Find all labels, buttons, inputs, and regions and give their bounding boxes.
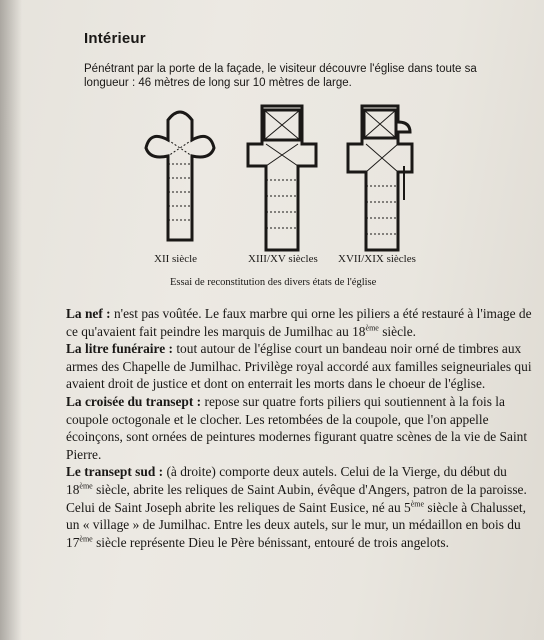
paragraph-text: repose sur quatre forts piliers qui soutiennent à la fois la coupole octogonale et le clocher. Les retombées de la coupole, que l'on appelle écoinçons, sont ornées de peintures modernes figurant quatre scènes de la vie de Saint Pierre. <box>66 393 528 462</box>
paragraph-text: siècle. <box>378 323 417 339</box>
paragraph-croisee <box>66 393 536 463</box>
section-heading: Intérieur <box>84 30 146 47</box>
paragraph-text: siècle, abrite les reliques de Saint Aubin, évêque d'Angers, patron de la paroisse. Celui de Saint Joseph abrite les reliques de Saint Eusice, né au 5 <box>66 481 527 515</box>
paragraph-transept <box>66 463 536 551</box>
paragraph-label: La nef : <box>66 306 111 321</box>
paragraph-litre <box>66 340 536 393</box>
superscript: ème <box>79 534 93 544</box>
paragraph-label: La croisée du transept : <box>66 393 202 409</box>
paragraph-text: siècle représente Dieu le Père bénissant, entouré de trois angelots. <box>92 534 449 550</box>
intro-paragraph: Pénétrant par la porte de la façade, le visiteur découvre l'église dans toute sa longueur : 46 mètres de long sur 10 mètres de large. <box>84 63 477 89</box>
paragraph-text: (à droite) comporte deux autels. Celui de la Vierge, du début du 18 <box>66 464 507 497</box>
paragraph-text: siècle à Chalusset, un « village » de Jumilhac. Entre les deux autels, sur le mur, un médaillon en bois du 17 <box>66 499 526 550</box>
paragraph-text: n'est pas voûtée. Le faux marbre qui orne les piliers a été restauré à l'image de ce qu'avaient fait peindre les marquis de Jumilhac au 18 <box>66 306 532 339</box>
plan-17th-19th-century <box>338 100 428 260</box>
page-shadow <box>0 0 22 640</box>
superscript: ème <box>410 499 425 509</box>
body-text <box>66 305 536 551</box>
plan-label-2: XIII/XV siècles <box>248 253 318 265</box>
paragraph-nef <box>66 305 536 340</box>
paragraph-label: Le transept sud : <box>66 464 164 480</box>
plan-12th-century <box>140 100 220 250</box>
figure-caption: Essai de reconstitution des divers états de l'église <box>170 277 377 288</box>
superscript: ème <box>365 323 379 333</box>
plan-13th-15th-century <box>242 100 322 260</box>
plan-label-1: XII siècle <box>154 253 198 265</box>
paragraph-label: La litre funéraire : <box>66 341 173 357</box>
superscript: ème <box>79 481 93 491</box>
plan-label-3: XVII/XIX siècles <box>338 253 416 265</box>
paragraph-text: tout autour de l'église court un bandeau noir orné de timbres aux armes des Chapelle de Jumilhac. Privilège royal accordé aux familles seigneuriales qui avaient droit de justice et dont on enterrait les morts dans le choeur de l'église. <box>66 341 532 392</box>
